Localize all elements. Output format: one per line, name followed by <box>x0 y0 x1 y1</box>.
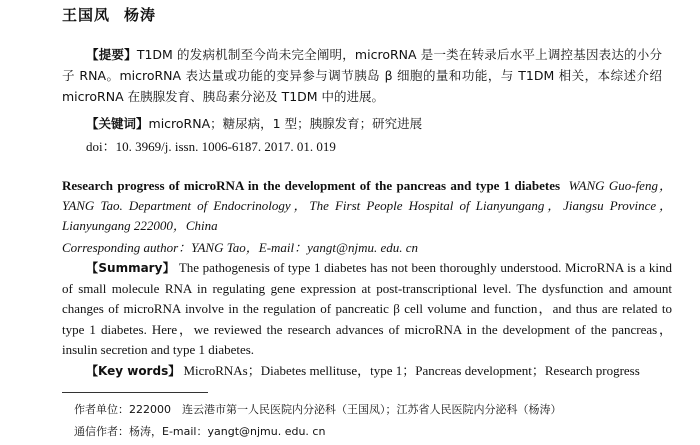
article-title-english: Research progress of microRNA in the development of the pancreas and type 1 diabetes <box>62 178 561 193</box>
keywords-text: microRNA；糖尿病，1 型；胰腺发育；研究进展 <box>148 116 423 131</box>
english-title-block <box>62 176 672 236</box>
abstract-english <box>62 258 672 361</box>
footnote-corresponding-label: 通信作者： <box>74 425 129 438</box>
abstract-label: 【提要】 <box>86 47 137 62</box>
summary-text: The pathogenesis of type 1 diabetes has not been thoroughly understood. MicroRNA is a kind of small molecule RNA in regulating gene expression at post-transcriptional level. The dysfunction and amount changes of microRNA involve in the regulation of pancreatic β cell volume and function，and thus are related to type 1 diabetes. Here，we reviewed the research advances of microRNA in the development of the pancreas，insulin secretion and type 1 diabetes. <box>62 260 672 357</box>
author-names-english: WANG Guo-feng，YANG Tao. <box>62 178 672 213</box>
keywords-label-english: 【Key words】 <box>86 364 181 378</box>
corresponding-author-english: Corresponding author：YANG Tao，E-mail：yangt@njmu. edu. cn <box>62 240 419 255</box>
footnote-affiliation-text: 222000 连云港市第一人民医院内分泌科（王国凤）；江苏省人民医院内分泌科（杨涛） <box>129 403 562 416</box>
summary-label: 【Summary】 <box>86 261 176 275</box>
footnote-affiliation <box>74 401 562 417</box>
affiliation-english: Department of Endocrinology，The First People Hospital of Lianyungang，Jiangsu Province，Lianyungang 222000，China <box>62 198 673 233</box>
doi: doi：10. 3969/j. issn. 1006-6187. 2017. 01. 019 <box>86 139 336 154</box>
footnote-corresponding <box>74 423 325 439</box>
author-name: 王国凤 <box>62 6 111 24</box>
footnote-corresponding-text: 杨涛，E-mail：yangt@njmu. edu. cn <box>129 425 326 438</box>
abstract-chinese <box>62 44 662 107</box>
abstract-text: T1DM 的发病机制至今尚未完全阐明，microRNA 是一类在转录后水平上调控基因表达的小分子 RNA。microRNA 表达量或功能的变异参与调节胰岛 β 细胞的量和功能，与 T1DM 相关，本综述介绍 microRNA 在胰腺发育、胰岛素分泌及 T1DM 中的进展。 <box>62 47 662 104</box>
author-name: 杨涛 <box>124 6 157 24</box>
author-names-chinese <box>62 4 156 25</box>
footnote-affiliation-label: 作者单位： <box>74 403 129 416</box>
keywords-text-english: MicroRNAs；Diabetes mellituse，type 1；Pancreas development；Research progress <box>183 363 640 378</box>
footnote-divider <box>62 392 208 393</box>
keywords-english <box>86 360 640 379</box>
keywords-chinese <box>86 114 422 132</box>
keywords-label: 【关键词】 <box>86 116 149 131</box>
